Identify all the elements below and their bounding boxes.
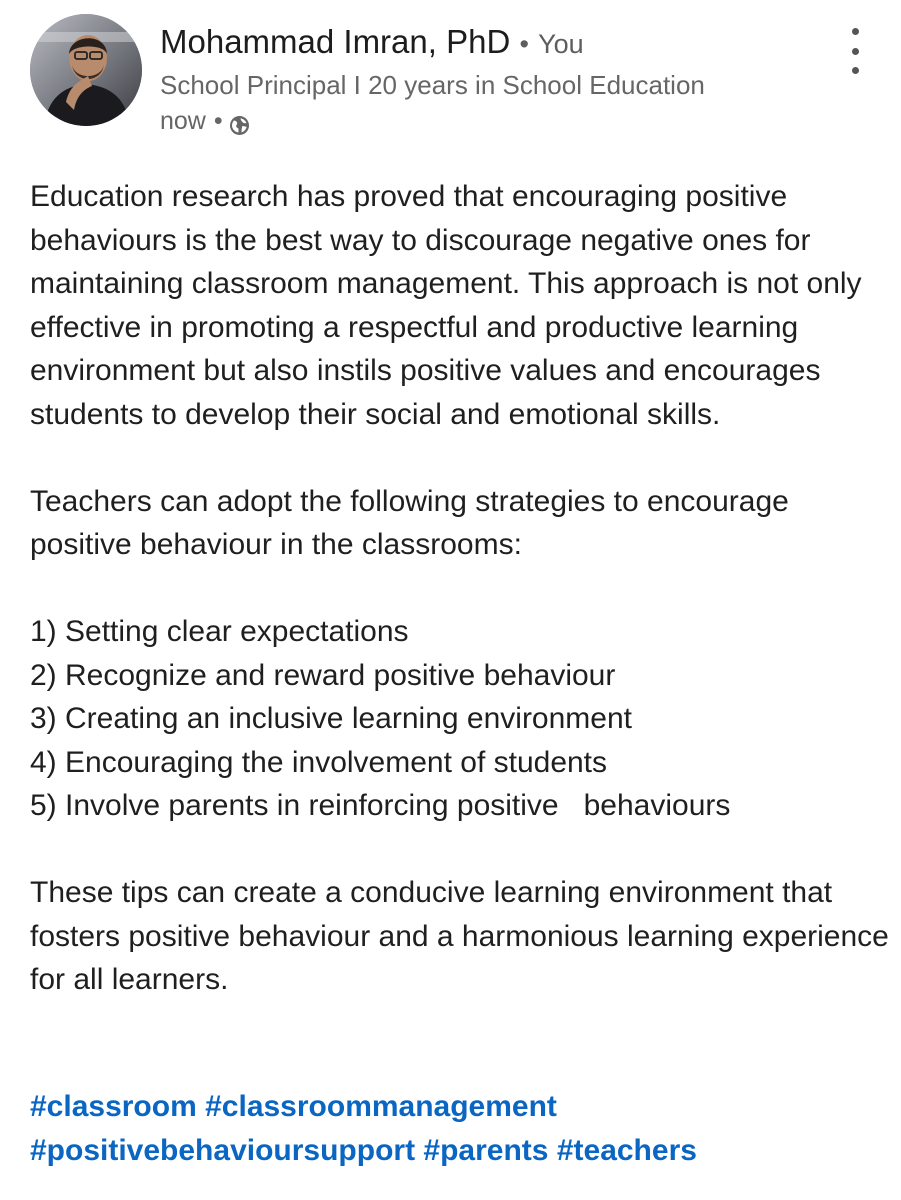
- menu-dot: [852, 28, 859, 35]
- list-item: 2) Recognize and reward positive behaviour: [30, 658, 616, 692]
- name-separator: •: [519, 29, 529, 59]
- globe-icon: [229, 111, 250, 132]
- paragraph-gap: [30, 828, 890, 872]
- more-vertical-icon[interactable]: [840, 28, 870, 74]
- strategy-list: [30, 610, 890, 828]
- list-item: 5) Involve parents in reinforcing positive behaviours: [30, 789, 731, 822]
- menu-dot: [852, 67, 859, 74]
- hashtag-link[interactable]: #teachers: [556, 1133, 697, 1167]
- post-time: now: [160, 107, 206, 135]
- hashtag-list: [30, 1085, 890, 1172]
- post-paragraph: These tips can create a conducive learning environment that fosters positive behaviour and a harmonious learning experience for all learners.: [30, 876, 889, 996]
- post-paragraph: Teachers can adopt the following strategies to encourage positive behaviour in the classrooms:: [30, 484, 789, 561]
- post-meta: [160, 104, 820, 138]
- paragraph-gap: [30, 567, 890, 611]
- author-block: [160, 22, 820, 138]
- author-name-line: [160, 22, 820, 64]
- hashtag-link[interactable]: #parents: [423, 1133, 549, 1167]
- post-paragraph: Education research has proved that encouraging positive behaviours is the best way to discourage negative ones for maintaining classroom management. This approach is not only effective in promoting a respectful and productive learning environment but also instils positive values and encourages students to develop their social and emotional skills.: [30, 180, 862, 431]
- hashtag-link[interactable]: #classroom: [30, 1090, 197, 1123]
- list-item: 4) Encouraging the involvement of students: [30, 745, 608, 779]
- post-header: [30, 14, 880, 144]
- paragraph-gap: [30, 436, 890, 480]
- avatar-image: [30, 14, 142, 126]
- hashtag-link[interactable]: #positivebehavioursupport: [30, 1133, 416, 1167]
- relation-label: You: [538, 29, 584, 59]
- meta-separator: •: [213, 107, 223, 135]
- author-headline: School Principal I 20 years in School Education: [160, 70, 705, 100]
- list-item: 3) Creating an inclusive learning environment: [30, 702, 632, 735]
- author-name[interactable]: Mohammad Imran, PhD: [160, 23, 511, 60]
- list-item: 1) Setting clear expectations: [30, 615, 409, 648]
- menu-dot: [852, 48, 859, 55]
- avatar[interactable]: [30, 14, 142, 126]
- post-body: [30, 175, 890, 1002]
- hashtag-link[interactable]: #classroommanagement: [205, 1090, 557, 1123]
